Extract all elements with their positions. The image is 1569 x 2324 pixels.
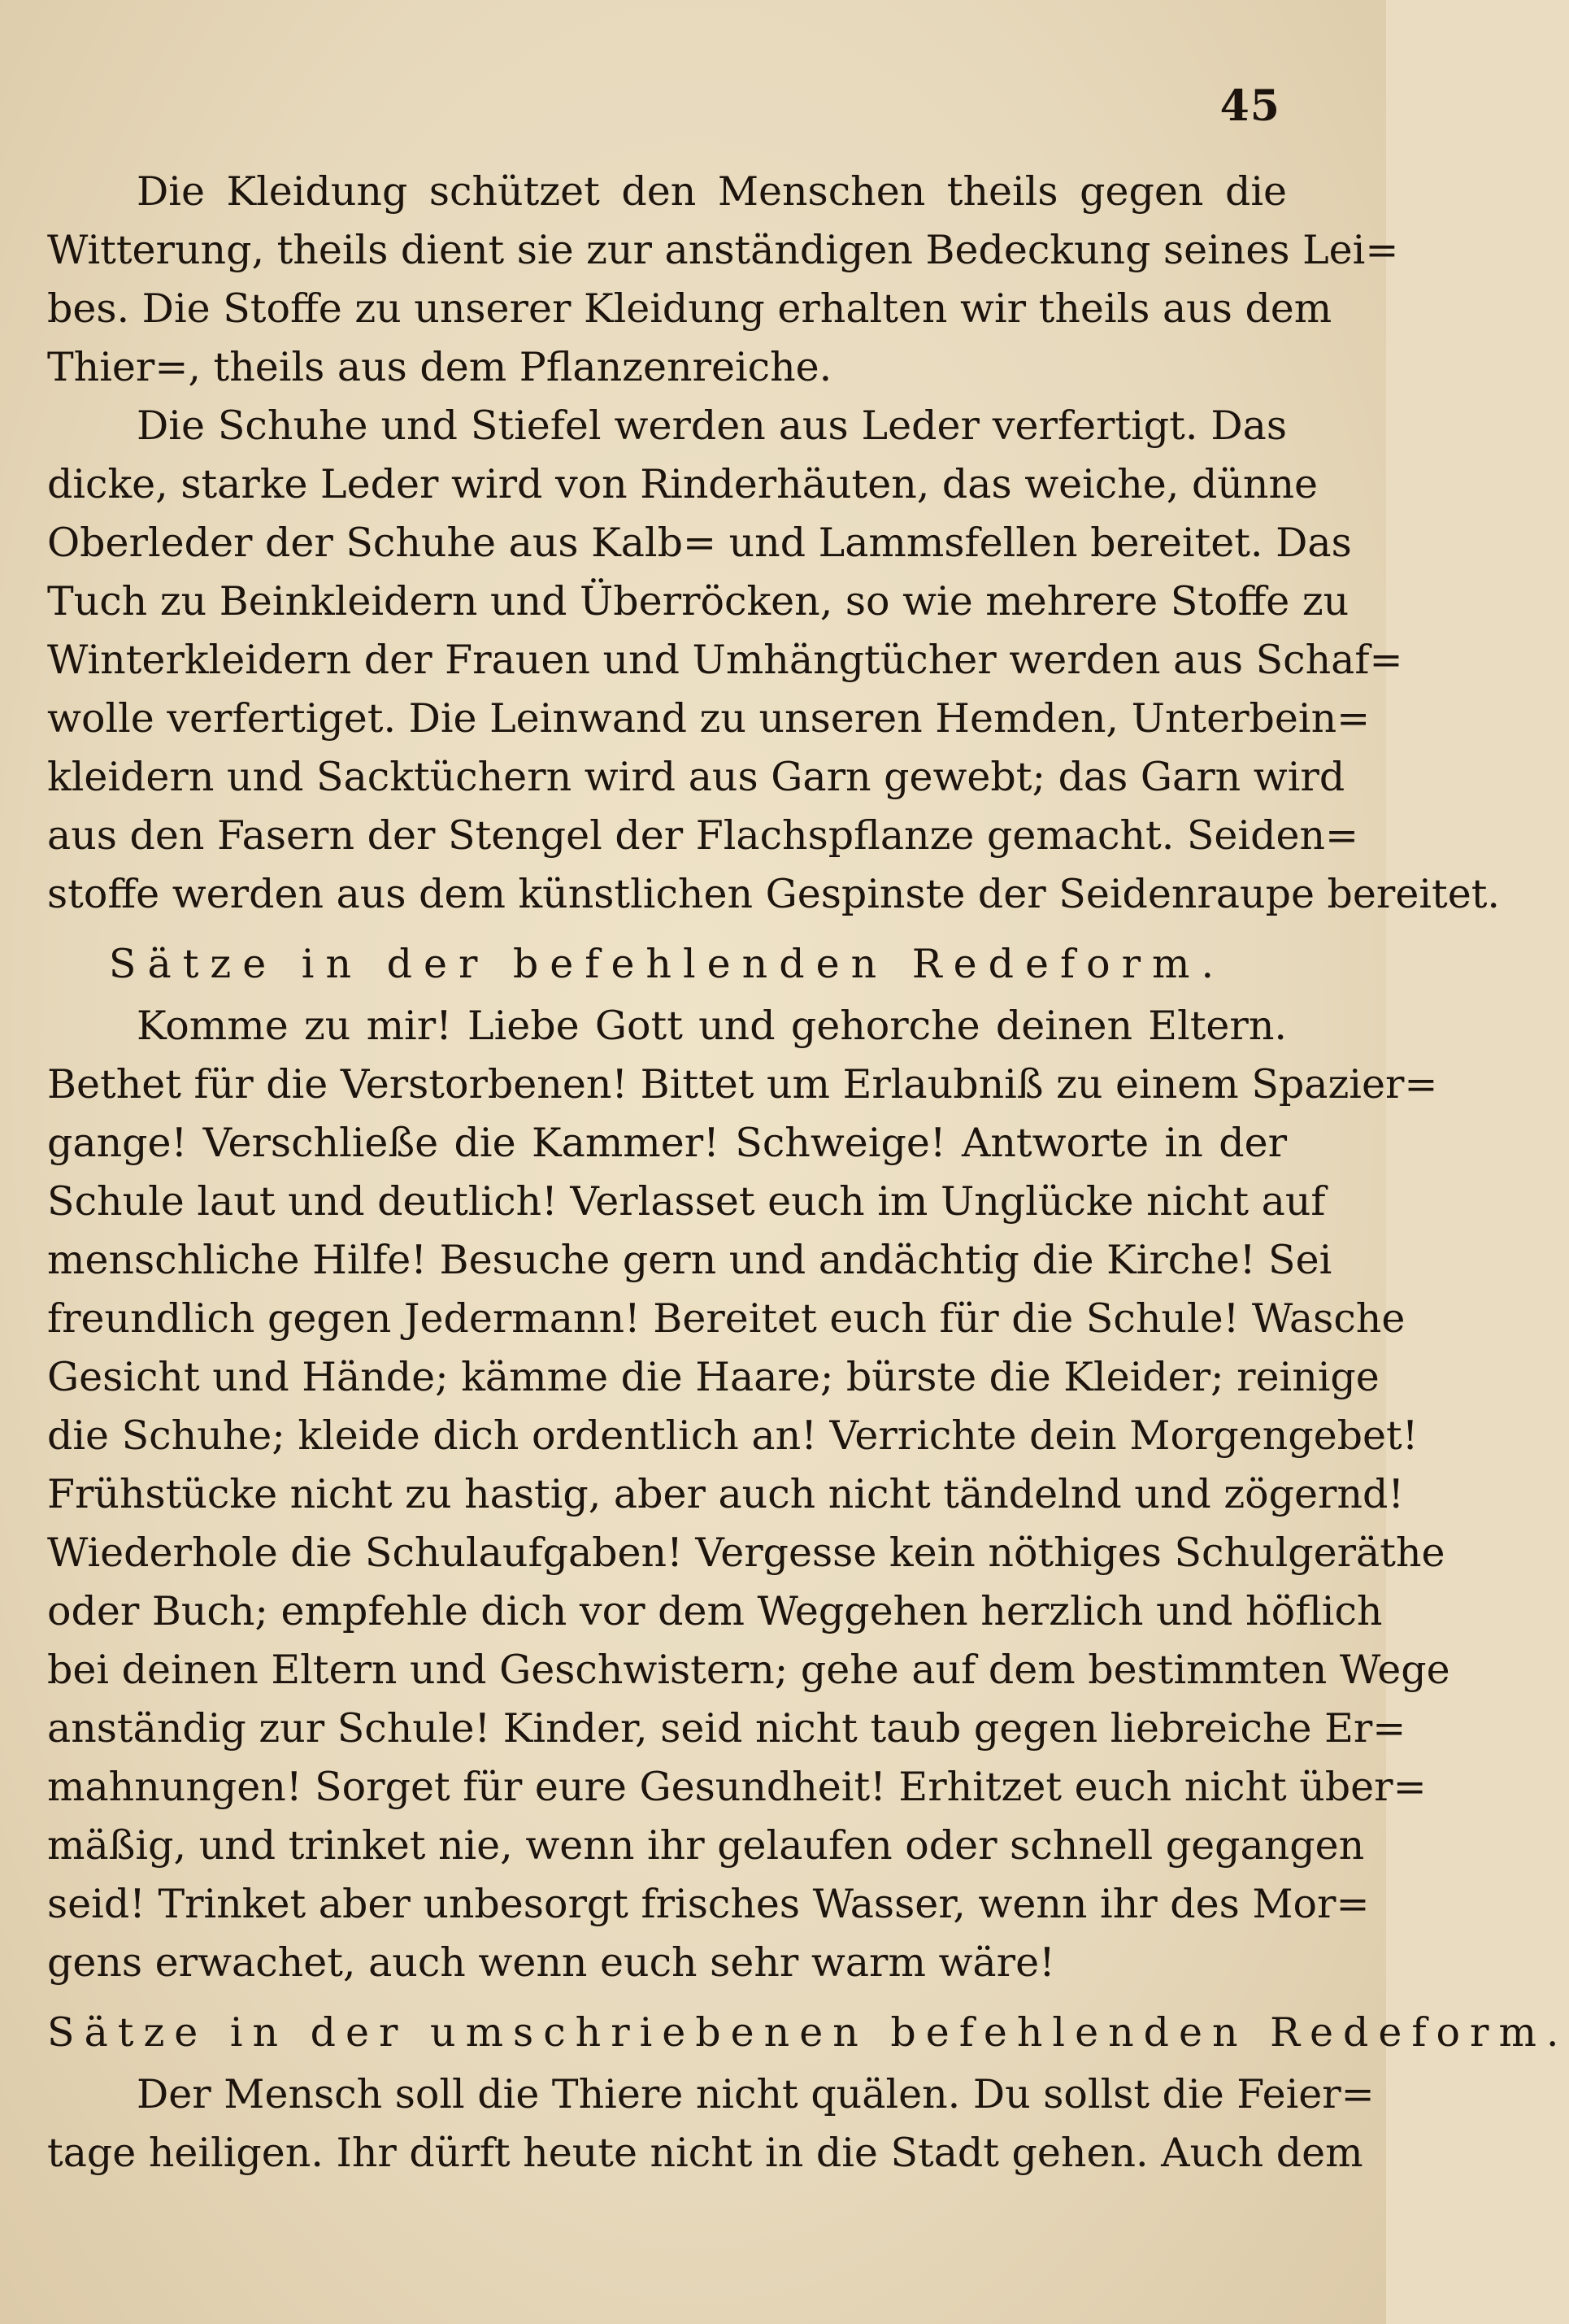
text-line: Oberleder der Schuhe aus Kalb= und Lammsfellen bereitet. Das bbox=[47, 520, 1352, 566]
text-line: Tuch zu Beinkleidern und Überröcken, so wie mehrere Stoffe zu bbox=[47, 578, 1350, 625]
text-line: bes. Die Stoffe zu unserer Kleidung erhalten wir theils aus dem bbox=[47, 285, 1332, 332]
text-line: Die Schuhe und Stiefel werden aus Leder verfertigt. Das bbox=[137, 403, 1287, 449]
text-line: gange! Verschließe die Kammer! Schweige! Antworte in der bbox=[47, 1120, 1287, 1166]
text-line: Winterkleidern der Frauen und Umhängtücher werden aus Schaf= bbox=[47, 637, 1403, 683]
paragraph-clothing bbox=[47, 163, 1399, 397]
text-line: Bethet für die Verstorbenen! Bittet um Erlaubniß zu einem Spazier= bbox=[47, 1061, 1438, 1108]
paragraph-shoes bbox=[47, 397, 1500, 924]
text-line: wolle verfertiget. Die Leinwand zu unseren Hemden, Unterbein= bbox=[47, 695, 1371, 742]
text-line: Witterung, theils dient sie zur anständigen Bedeckung seines Lei= bbox=[47, 227, 1399, 273]
text-line: tage heiligen. Ihr dürft heute nicht in die Stadt gehen. Auch dem bbox=[47, 2130, 1363, 2176]
text-line: mahnungen! Sorget für eure Gesundheit! Erhitzet euch nicht über= bbox=[47, 1764, 1427, 1810]
text-line: Schule laut und deutlich! Verlasset euch im Unglücke nicht auf bbox=[47, 1178, 1326, 1225]
section-heading-periphrastic-imperative: Sätze in der umschriebenen befehlenden Redeform. bbox=[47, 2009, 1569, 2056]
section-heading-imperative: Sätze in der befehlenden Redeform. bbox=[108, 941, 1226, 987]
text-line: gens erwachet, auch wenn euch sehr warm wäre! bbox=[47, 1939, 1055, 1986]
text-line: Frühstücke nicht zu hastig, aber auch nicht tändelnd und zögernd! bbox=[47, 1471, 1405, 1517]
text-line: freundlich gegen Jedermann! Bereitet euch für die Schule! Wasche bbox=[47, 1295, 1406, 1342]
text-line: oder Buch; empfehle dich vor dem Weggehen herzlich und höflich bbox=[47, 1588, 1383, 1634]
text-line: Thier=, theils aus dem Pflanzenreiche. bbox=[47, 344, 832, 390]
paragraph-imperative-examples bbox=[47, 997, 1450, 1992]
text-line: Komme zu mir! Liebe Gott und gehorche deinen Eltern. bbox=[137, 1003, 1287, 1049]
text-line: bei deinen Eltern und Geschwistern; gehe auf dem bestimmten Wege bbox=[47, 1647, 1450, 1693]
text-line: Die Kleidung schützet den Menschen theils gegen die bbox=[137, 168, 1287, 215]
text-line: kleidern und Sacktüchern wird aus Garn gewebt; das Garn wird bbox=[47, 754, 1345, 800]
text-line: Der Mensch soll die Thiere nicht quälen. Du sollst die Feier= bbox=[137, 2071, 1375, 2117]
text-line: die Schuhe; kleide dich ordentlich an! Verrichte dein Morgengebet! bbox=[47, 1412, 1419, 1459]
text-line: anständig zur Schule! Kinder, seid nicht taub gegen liebreiche Er= bbox=[47, 1705, 1406, 1752]
text-line: aus den Fasern der Stengel der Flachspflanze gemacht. Seiden= bbox=[47, 812, 1359, 859]
page-text bbox=[47, 163, 1569, 2183]
text-line: Wiederhole die Schulaufgaben! Vergesse kein nöthiges Schulgeräthe bbox=[47, 1530, 1445, 1576]
text-line: stoffe werden aus dem künstlichen Gespinste der Seidenraupe bereitet. bbox=[47, 871, 1500, 917]
text-line: seid! Trinket aber unbesorgt frisches Wasser, wenn ihr des Mor= bbox=[47, 1881, 1370, 1927]
text-line: mäßig, und trinket nie, wenn ihr gelaufen oder schnell gegangen bbox=[47, 1822, 1365, 1869]
text-line: menschliche Hilfe! Besuche gern und andächtig die Kirche! Sei bbox=[47, 1237, 1332, 1283]
page-number: 45 bbox=[1219, 81, 1280, 131]
paragraph-periphrastic-examples bbox=[47, 2065, 1375, 2183]
text-line: Gesicht und Hände; kämme die Haare; bürste die Kleider; reinige bbox=[47, 1354, 1380, 1400]
text-line: dicke, starke Leder wird von Rinderhäuten, das weiche, dünne bbox=[47, 461, 1318, 507]
